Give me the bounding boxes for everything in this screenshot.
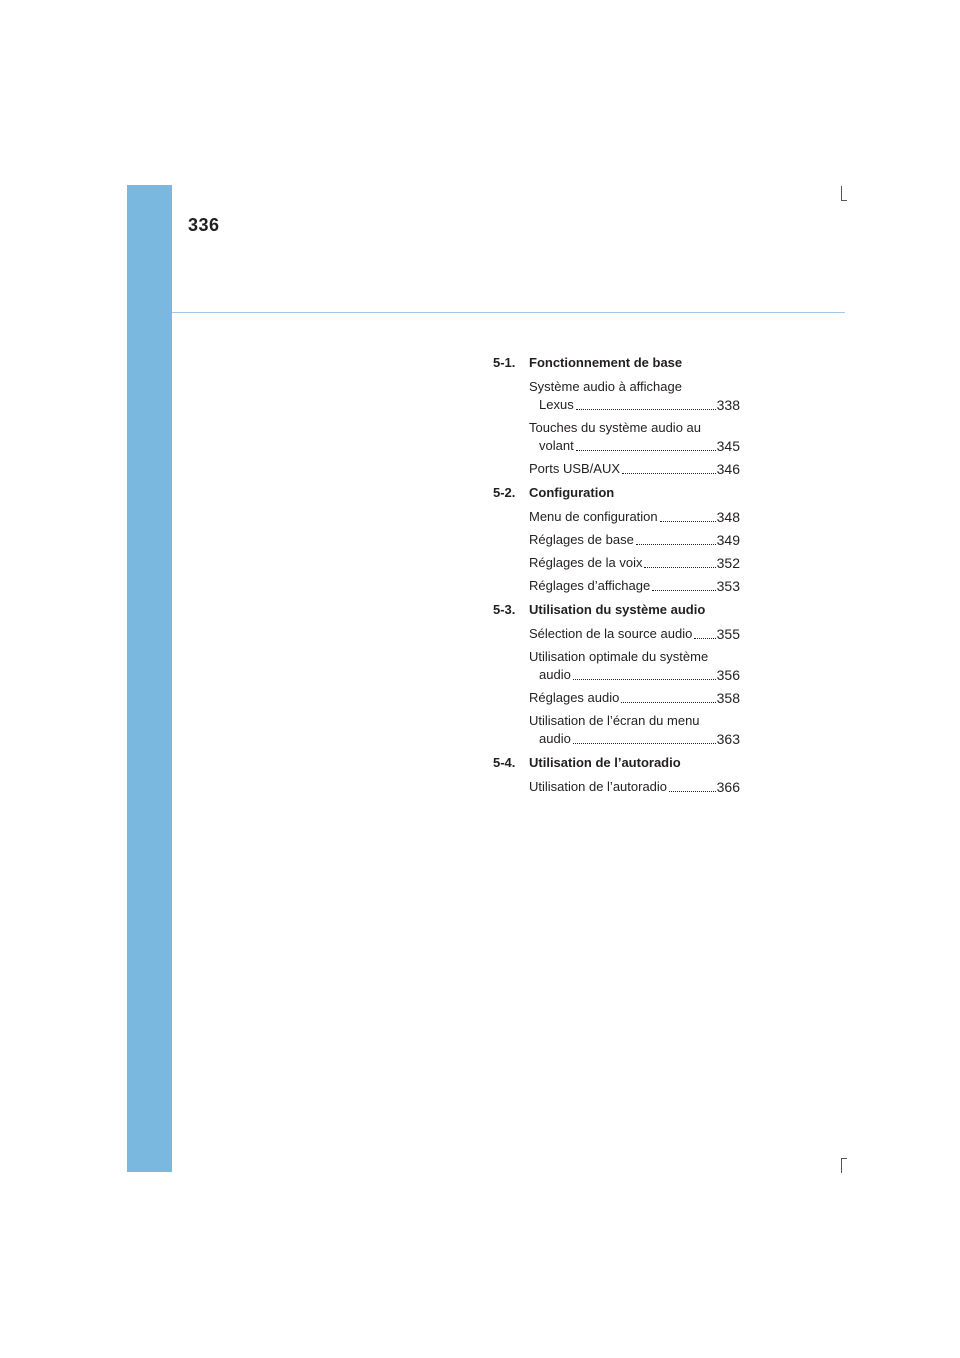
entry-title-line: Utilisation de l’écran du menu — [529, 713, 700, 728]
toc-entry[interactable] — [529, 554, 740, 572]
toc-section — [493, 601, 740, 748]
section-title: Configuration — [529, 485, 615, 500]
entry-page-number: 353 — [716, 578, 740, 594]
entry-page-number: 355 — [716, 626, 740, 642]
dot-leader — [669, 791, 716, 792]
section-heading[interactable] — [493, 754, 740, 774]
entry-page-number: 366 — [716, 779, 740, 795]
toc-entry[interactable] — [529, 778, 740, 796]
crop-mark-bottom — [841, 1158, 842, 1173]
section-heading[interactable] — [493, 601, 740, 621]
entry-title: Ports USB/AUX — [529, 461, 621, 476]
toc-entry[interactable] — [529, 508, 740, 526]
toc-section — [493, 354, 740, 478]
entry-title-line: Utilisation optimale du système — [529, 649, 709, 664]
dot-leader — [576, 450, 716, 451]
entry-page-number: 356 — [716, 667, 740, 683]
header-rule — [172, 312, 845, 313]
toc-entry[interactable] — [529, 648, 740, 684]
dot-leader — [636, 544, 716, 545]
entry-page-number: 338 — [716, 397, 740, 413]
dot-leader — [573, 679, 716, 680]
side-color-band — [127, 185, 172, 1172]
dot-leader — [652, 590, 715, 591]
section-title: Utilisation du système audio — [529, 602, 706, 617]
toc-entry[interactable] — [529, 378, 740, 414]
toc-section — [493, 754, 740, 796]
table-of-contents — [493, 354, 740, 802]
section-title: Fonctionnement de base — [529, 355, 683, 370]
entry-title: audio — [539, 667, 571, 682]
entry-title: Réglages de base — [529, 532, 634, 547]
entry-page-number: 346 — [716, 461, 740, 477]
entry-title: Réglages d’affichage — [529, 578, 651, 593]
entry-title: audio — [539, 731, 571, 746]
toc-entry[interactable] — [529, 712, 740, 748]
entry-title: Menu de configuration — [529, 509, 658, 524]
toc-section — [493, 484, 740, 595]
section-number: 5-1. — [493, 355, 516, 370]
crop-mark-top-foot — [841, 200, 847, 201]
entry-page-number: 348 — [716, 509, 740, 525]
section-heading[interactable] — [493, 484, 740, 504]
entry-page-number: 345 — [716, 438, 740, 454]
toc-entry[interactable] — [529, 625, 740, 643]
entry-page-number: 352 — [716, 555, 740, 571]
crop-mark-top — [841, 186, 842, 201]
toc-entry[interactable] — [529, 577, 740, 595]
toc-entry[interactable] — [529, 531, 740, 549]
toc-entry[interactable] — [529, 689, 740, 707]
entry-title: Lexus — [539, 397, 574, 412]
entry-title: Réglages audio — [529, 690, 620, 705]
dot-leader — [694, 638, 715, 639]
section-number: 5-2. — [493, 485, 516, 500]
dot-leader — [576, 409, 716, 410]
entry-title: Utilisation de l’autoradio — [529, 779, 668, 794]
entry-title: Sélection de la source audio — [529, 626, 693, 641]
section-number: 5-4. — [493, 755, 516, 770]
crop-mark-bottom-foot — [841, 1158, 847, 1159]
entry-title: Réglages de la voix — [529, 555, 643, 570]
entry-title-line: Touches du système audio au — [529, 420, 701, 435]
page-number: 336 — [188, 215, 220, 235]
entry-page-number: 358 — [716, 690, 740, 706]
section-title: Utilisation de l’autoradio — [529, 755, 681, 770]
dot-leader — [622, 473, 716, 474]
section-heading[interactable] — [493, 354, 740, 374]
section-number: 5-3. — [493, 602, 516, 617]
dot-leader — [621, 702, 715, 703]
toc-entry[interactable] — [529, 419, 740, 455]
entry-page-number: 363 — [716, 731, 740, 747]
dot-leader — [573, 743, 716, 744]
entry-page-number: 349 — [716, 532, 740, 548]
entry-title: volant — [539, 438, 574, 453]
dot-leader — [644, 567, 715, 568]
entry-title-line: Système audio à affichage — [529, 379, 682, 394]
dot-leader — [660, 521, 716, 522]
toc-entry[interactable] — [529, 460, 740, 478]
